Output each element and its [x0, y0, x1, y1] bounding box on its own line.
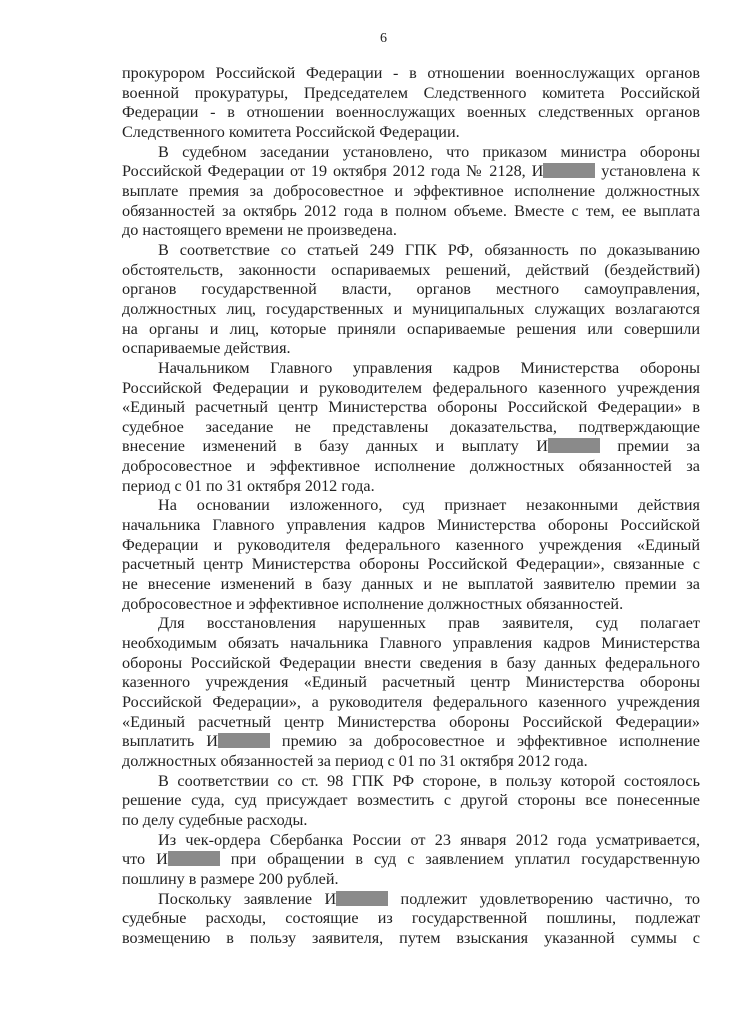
text-line: обстоятельств, законности оспариваемых решений, действий (бездействий): [122, 260, 700, 279]
text-line: «Единый расчетный центр Министерства обороны Российской Федерации» в: [122, 398, 700, 417]
text-line: Для восстановления нарушенных прав заявителя, суд полагает: [158, 614, 700, 633]
page-number: 6: [380, 31, 387, 46]
line-text-before-redaction: Поскольку заявление И: [158, 889, 337, 908]
text-line: судебное заседание не представлены доказательства, подтверждающие: [122, 417, 700, 436]
text-line: добросовестное и эффективное исполнение должностных обязанностей за: [122, 457, 700, 476]
text-line: В соответствие со статьей 249 ГПК РФ, обязанность по доказыванию: [158, 240, 700, 259]
paragraph: [122, 831, 700, 890]
text-line: выплате премия за добросовестное и эффективное исполнение должностных: [122, 181, 700, 200]
text-line: В судебном заседании установлено, что приказом министра обороны: [158, 142, 700, 161]
text-line: Российской Федерации», а руководителя федерального казенного учреждения: [122, 693, 700, 711]
text-line: обороны Российской Федерации внести сведения в базу данных федерального: [122, 653, 700, 672]
text-line: Из чек-ордера Сбербанка России от 23 января 2012 года усматривается,: [158, 830, 700, 849]
redacted-name-box: [168, 851, 220, 866]
text-line: до настоящего времени не произведена.: [122, 221, 397, 240]
redacted-name-box: [543, 163, 595, 178]
text-line: Федерации - в отношении военнослужащих военных следственных органов: [122, 103, 700, 122]
line-text-before-redaction: выплатить И: [122, 732, 218, 751]
text-line: [122, 890, 700, 910]
text-line: добросовестное и эффективное исполнение должностных обязанностей.: [122, 594, 624, 613]
paragraph: [122, 890, 700, 949]
text-line: начальника Главного управления кадров Министерства обороны Российской: [122, 516, 700, 535]
paragraph: [122, 614, 700, 771]
text-line: Начальником Главного управления кадров Министерства обороны: [158, 358, 700, 377]
line-text-before-redaction: что И: [122, 850, 168, 869]
text-line: органов государственной власти, органов местного самоуправления,: [122, 280, 700, 299]
text-line: «Единый расчетный центр Министерства обороны Российской Федерации»: [122, 712, 700, 731]
text-line: оспариваемые действия.: [122, 339, 291, 358]
text-line: пошлину в размере 200 рублей.: [122, 869, 339, 888]
line-text-after-redaction: подлежит удовлетворению частично, то: [388, 889, 700, 908]
text-line: обязанностей за октябрь 2012 года в полном объеме. Вместе с тем, ее выплата: [122, 201, 700, 220]
text-line: на органы и лиц, которые приняли оспариваемые решения или совершили: [122, 319, 700, 338]
text-line: расчетный центр Министерства обороны Российской Федерации», связанные с: [122, 555, 700, 574]
paragraph: [122, 143, 700, 241]
text-line: должностных лиц, государственных и муниципальных служащих возлагаются: [122, 299, 700, 318]
text-line: не внесение изменений в базу данных и не выплатой заявителю премии за: [122, 575, 700, 594]
text-line: Российской Федерации и руководителем федерального казенного учреждения: [122, 378, 700, 397]
text-line: В соответствии со ст. 98 ГПК РФ стороне, в пользу которой состоялось: [158, 771, 700, 790]
line-text-after-redaction: премии за: [599, 437, 700, 456]
paragraph: [122, 64, 700, 143]
paragraph: [122, 241, 700, 359]
text-line: Федерации и руководителя федерального казенного учреждения «Единый: [122, 535, 700, 554]
text-line: возмещению в пользу заявителя, путем взыскания указанной суммы с: [122, 928, 700, 947]
text-line: [122, 850, 700, 870]
text-line: [122, 732, 700, 752]
redacted-name-box: [218, 733, 270, 748]
text-line: необходимым обязать начальника Главного управления кадров Министерства: [122, 634, 700, 653]
text-line: по делу судебные расходы.: [122, 810, 308, 829]
redacted-name-box: [548, 438, 600, 453]
paragraph: [122, 772, 700, 831]
document-body: [122, 64, 700, 949]
text-line: [122, 437, 700, 457]
line-text-after-redaction: премию за добросовестное и эффективное исполнение: [269, 732, 700, 751]
text-line: [122, 162, 700, 182]
text-line: должностных обязанностей за период с 01 по 31 октября 2012 года.: [122, 751, 588, 770]
text-line: судебные расходы, состоящие из государственной пошлины, подлежат: [122, 909, 700, 928]
redacted-name-box: [336, 891, 388, 906]
paragraph: [122, 359, 700, 497]
text-line: решение суда, суд присуждает возместить с другой стороны все понесенные: [122, 791, 700, 810]
text-line: На основании изложенного, суд признает незаконными действия: [158, 496, 700, 515]
text-line: период с 01 по 31 октября 2012 года.: [122, 476, 375, 495]
text-line: военной прокуратуры, Председателем Следственного комитета Российской: [122, 83, 700, 102]
line-text-after-redaction: при обращении в суд с заявлением уплатил государственную: [219, 850, 700, 869]
text-line: казенного учреждения «Единый расчетный центр Министерства обороны: [122, 673, 700, 692]
paragraph: [122, 496, 700, 614]
line-text-before-redaction: Российской Федерации от 19 октября 2012 года № 2128, И: [122, 162, 544, 181]
text-line: Следственного комитета Российской Федерации.: [122, 122, 460, 141]
line-text-before-redaction: внесение изменений в базу данных и выплату И: [122, 437, 548, 456]
line-text-after-redaction: установлена к: [595, 162, 700, 181]
text-line: прокурором Российской Федерации - в отношении военнослужащих органов: [122, 64, 700, 82]
